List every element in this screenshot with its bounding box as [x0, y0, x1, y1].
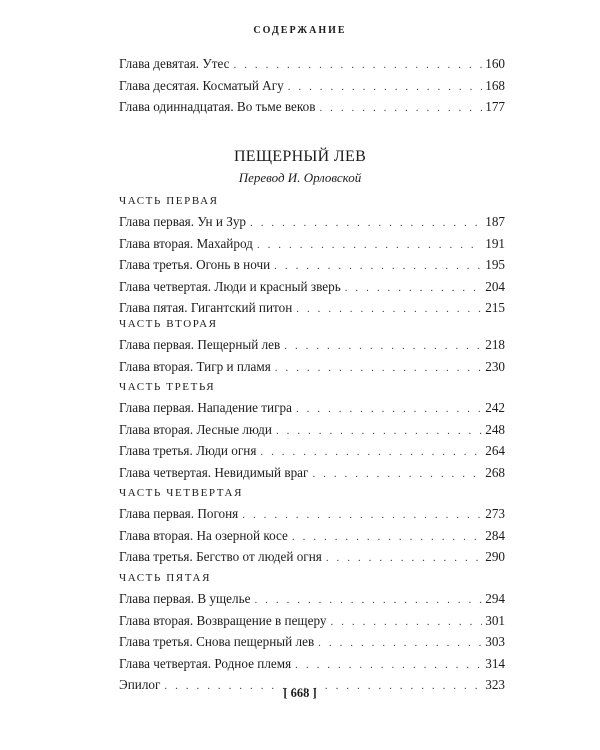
dot-leader [242, 505, 482, 527]
entry-title: Глава вторая. Лесные люди [119, 421, 272, 437]
entry-title: Глава вторая. На озерной косе [119, 527, 288, 543]
page-number: [ 668 ] [283, 686, 317, 700]
entry-page: 301 [485, 612, 505, 628]
entry-page: 284 [485, 527, 505, 543]
entry-title: Глава третья. Снова пещерный лев [119, 634, 315, 650]
entry-page: 160 [485, 56, 505, 71]
entry-page: 218 [485, 337, 505, 352]
entry-page: 268 [485, 464, 505, 480]
entry-page: 195 [485, 257, 505, 273]
toc-entry[interactable] [119, 503, 505, 525]
entry-page: 177 [485, 99, 505, 115]
toc-entry[interactable] [119, 254, 505, 276]
toc-entry[interactable] [119, 610, 505, 632]
dot-leader [260, 442, 482, 464]
entry-title: Глава четвертая. Люди и красный зверь [119, 278, 341, 294]
toc-entry[interactable] [119, 211, 505, 233]
dot-leader [276, 421, 482, 443]
dot-leader [250, 213, 482, 235]
entry-page: 248 [485, 421, 505, 437]
entry-title: Глава первая. В ущелье [119, 591, 251, 606]
toc-entry[interactable] [119, 419, 505, 441]
part-section [119, 191, 505, 319]
entry-title: Глава первая. Ун и Зур [119, 214, 247, 229]
part-heading: ЧАСТЬ ВТОРАЯ [119, 318, 218, 330]
entry-title: Глава десятая. Косматый Агу [119, 77, 284, 93]
entry-title: Эпилог [119, 677, 161, 693]
entry-title: Глава вторая. Тигр и пламя [119, 358, 271, 374]
entry-page: 242 [485, 400, 505, 415]
toc-entry[interactable] [119, 96, 505, 118]
dot-leader [345, 278, 482, 300]
toc-entry[interactable] [119, 397, 505, 419]
entry-page: 290 [485, 549, 505, 565]
entry-title: Глава первая. Пещерный лев [119, 337, 281, 352]
entry-title: Глава третья. Люди огня [119, 443, 257, 459]
toc-entry[interactable] [119, 525, 505, 547]
toc-continuation [119, 53, 505, 118]
entry-title: Глава четвертая. Родное племя [119, 655, 292, 671]
dot-leader [288, 77, 483, 99]
dot-leader [292, 527, 482, 549]
entry-page: 187 [485, 214, 505, 229]
entry-page: 230 [485, 358, 505, 374]
entry-page: 168 [485, 77, 505, 93]
dot-leader [234, 55, 483, 77]
entry-page: 264 [485, 443, 505, 459]
dot-leader [254, 590, 482, 612]
toc-entry[interactable] [119, 440, 505, 462]
dot-leader [284, 336, 482, 358]
part-heading: ЧАСТЬ ПЯТАЯ [119, 572, 212, 584]
dot-leader [330, 612, 482, 634]
book-title: ПЕЩЕРНЫЙ ЛЕВ [233, 148, 367, 165]
toc-entry[interactable] [119, 233, 505, 255]
entry-title: Глава одиннадцатая. Во тьме веков [119, 99, 316, 115]
entry-title: Глава девятая. Утес [119, 56, 230, 71]
toc-entry[interactable] [119, 631, 505, 653]
part-section [119, 483, 505, 568]
toc-entry[interactable] [119, 276, 505, 298]
part-section [119, 377, 505, 483]
dot-leader [257, 235, 482, 257]
entry-title: Глава первая. Погоня [119, 506, 239, 521]
part-section [119, 314, 505, 377]
toc-entry[interactable] [119, 334, 505, 356]
running-head: СОДЕРЖАНИЕ [253, 25, 347, 36]
entry-page: 314 [485, 655, 505, 671]
dot-leader [326, 548, 482, 570]
part-heading: ЧАСТЬ ПЕРВАЯ [119, 195, 219, 207]
part-section [119, 568, 505, 696]
dot-leader [275, 358, 482, 380]
dot-leader [295, 655, 482, 677]
dot-leader [274, 256, 482, 278]
entry-page: 294 [485, 591, 505, 606]
part-heading: ЧАСТЬ ТРЕТЬЯ [119, 381, 216, 393]
entry-title: Глава вторая. Махайрод [119, 235, 253, 251]
entry-page: 303 [485, 634, 505, 650]
entry-page: 191 [485, 235, 505, 251]
dot-leader [319, 98, 482, 120]
entry-page: 273 [485, 506, 505, 521]
toc-entry[interactable] [119, 588, 505, 610]
entry-page: 215 [485, 300, 505, 316]
entry-title: Глава третья. Огонь в ночи [119, 257, 271, 273]
entry-title: Глава четвертая. Невидимый враг [119, 464, 309, 480]
toc-entry[interactable] [119, 75, 505, 97]
toc-entry[interactable] [119, 53, 505, 75]
toc-entry[interactable] [119, 356, 505, 378]
toc-entry[interactable] [119, 546, 505, 568]
entry-page: 323 [485, 677, 505, 693]
entry-title: Глава пятая. Гигантский питон [119, 300, 293, 316]
toc-entry[interactable] [119, 462, 505, 484]
entry-title: Глава первая. Нападение тигра [119, 400, 292, 415]
toc-entry[interactable] [119, 653, 505, 675]
part-heading: ЧАСТЬ ЧЕТВЕРТАЯ [119, 487, 244, 499]
dot-leader [318, 633, 482, 655]
dot-leader [296, 399, 482, 421]
entry-title: Глава третья. Бегство от людей огня [119, 549, 322, 565]
entry-title: Глава вторая. Возвращение в пещеру [119, 612, 327, 628]
translator-credit: Перевод И. Орловской [238, 170, 362, 185]
entry-page: 204 [485, 278, 505, 294]
